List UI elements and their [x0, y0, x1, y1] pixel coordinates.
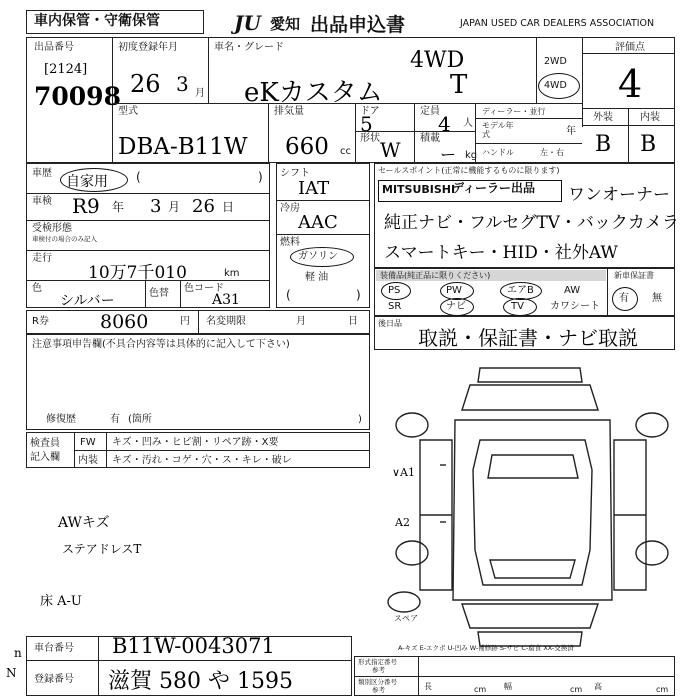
car-type-value: 自家用: [66, 174, 108, 190]
repaint-label: 色替: [149, 288, 169, 299]
shaken-era: R9: [72, 194, 100, 218]
inspector-label-1: 検査員: [30, 438, 60, 449]
first-reg-label: 初度登録年月: [118, 42, 178, 53]
after-sale-value: 取説・保証書・ナビ取説: [418, 326, 638, 350]
fuel-label: 燃料: [280, 237, 300, 248]
org-name: 愛知: [270, 15, 301, 33]
dealer-label: ディーラー・並行: [482, 107, 546, 116]
recycle-value: 8060: [100, 311, 149, 333]
length-unit: cm: [474, 685, 487, 694]
capacity-unit: 人: [463, 118, 473, 129]
doors-value: 5: [360, 112, 373, 136]
warranty-yes: 有: [619, 293, 629, 304]
sales-line1-extra: ワンオーナー: [568, 185, 670, 205]
equip-aw: AW: [564, 285, 581, 296]
inspector-int-label: 内装: [78, 455, 98, 466]
name-change-month: 月: [296, 316, 306, 327]
load-value: ー: [440, 145, 457, 164]
reg-year: 26: [130, 70, 161, 98]
inspector-label-2: 記入欄: [30, 452, 60, 463]
model-label: 型式: [118, 106, 138, 117]
form-title: 出品申込書: [310, 14, 406, 36]
shaken-label: 車検: [32, 196, 52, 207]
dealer-text: ディーラー出品: [452, 181, 536, 195]
car-type-label: 車歴: [32, 168, 52, 179]
plate-label: 登録番号: [34, 674, 74, 685]
class-label: 類別区分番号: [358, 678, 397, 686]
score-label: 評価点: [615, 42, 645, 53]
displacement-unit: cc: [340, 146, 351, 157]
capacity-label: 定員: [420, 106, 440, 117]
warranty-no: 無: [652, 293, 662, 304]
capacity-value: 4: [438, 112, 451, 136]
plate-value: 滋賀 580 や 1595: [108, 669, 293, 694]
chassis-label: 車台番号: [34, 643, 74, 654]
equipment-label: 装備品(純正品に限りください): [380, 271, 491, 280]
damage-mark-a2: A2: [395, 516, 410, 529]
shape-label: 形状: [360, 133, 380, 144]
class-ref-label: 参考: [372, 686, 385, 694]
repair-yes: 有: [110, 414, 120, 425]
shape-value: W: [380, 138, 401, 162]
recycle-unit: 円: [180, 316, 190, 327]
fuel-paren-open: (: [286, 288, 291, 302]
shift-label: シフト: [280, 168, 310, 179]
color-label: 色: [32, 283, 42, 294]
association-name: JAPAN USED CAR DEALERS ASSOCIATION: [460, 18, 655, 29]
handle-label: ハンドル: [482, 148, 514, 157]
height-label: 高: [594, 682, 602, 691]
shaken-day-unit: 日: [222, 200, 235, 214]
equip-navi: ナビ: [446, 301, 466, 312]
mileage-value: 10万7千010: [88, 263, 187, 283]
new-warranty-label: 新車保証書: [614, 271, 654, 280]
color-value: シルバー: [60, 293, 115, 309]
model-value: DBA-B11W: [118, 134, 248, 160]
side-mark-2: N: [6, 666, 17, 680]
score-int-label: 内装: [640, 112, 660, 123]
car-type-paren-close: ): [258, 170, 263, 184]
dims-label: 形式指定番号: [358, 658, 397, 666]
chassis-value: B11W-0043071: [112, 634, 275, 658]
length-label: 長: [424, 682, 432, 691]
inspector-int-items: キズ・汚れ・コゲ・穴・ス・キレ・破レ: [112, 455, 292, 466]
fuel-diesel: 軽 油: [305, 272, 329, 283]
equip-tv: TV: [511, 301, 524, 312]
equip-sr: SR: [388, 301, 402, 312]
reg-month-unit: 月: [195, 88, 205, 99]
shaken-year-unit: 年: [112, 200, 125, 214]
equip-pw: PW: [446, 285, 462, 296]
dims-ref-label: 参考: [372, 666, 385, 674]
width-label: 幅: [504, 682, 512, 691]
displacement-value: 660: [285, 134, 329, 160]
ac-value: AAC: [298, 212, 338, 233]
reg-month: 3: [176, 72, 189, 96]
repair-close: ): [358, 414, 362, 425]
drive-4wd: 4WD: [544, 80, 567, 91]
recycle-label: R券: [32, 316, 49, 327]
score-ext-label: 外装: [593, 112, 613, 123]
name-change-day: 日: [348, 316, 358, 327]
color-code-value: A31: [212, 292, 240, 308]
doors-label: ドア: [360, 106, 380, 117]
damage-legend: A-キズ E-エクボ U-凹み W-補修跡 S-サビ C-腐食 XX-交換済: [398, 644, 574, 652]
storage-stamp: 車内保管・守衛保管: [34, 13, 160, 29]
inspector-fw-label: FW: [80, 437, 96, 448]
color-code-label: 色コード: [184, 283, 224, 294]
shift-value: IAT: [298, 178, 330, 199]
note-line-2: ステアドレスT: [62, 542, 142, 556]
after-sale-label: 後日品: [378, 319, 402, 328]
acceptance-label: 受検形態: [32, 223, 72, 234]
fuel-paren-close: ): [356, 288, 361, 302]
shaken-month: 3: [150, 196, 162, 217]
fuel-gasoline: ガソリン: [298, 251, 338, 262]
shaken-day: 26: [192, 196, 215, 217]
equip-ps: PS: [388, 285, 401, 296]
car-grade: T: [450, 70, 468, 100]
side-mark-1: n: [14, 646, 22, 660]
displacement-label: 排気量: [274, 106, 304, 117]
mileage-unit: km: [224, 268, 240, 279]
notes-label: 注意事項申告欄(不具合内容等は具体的に記入して下さい): [32, 339, 290, 350]
model-year-label: モデル年式: [482, 121, 514, 139]
lot-label: 出品番号: [34, 42, 74, 53]
ju-logo: JU: [234, 11, 261, 35]
score-value: 4: [618, 62, 643, 106]
acceptance-note: 車検付の場合のみ記入: [32, 235, 97, 243]
car-name: eKカスタム: [244, 78, 383, 108]
score-ext-value: B: [595, 132, 612, 157]
repair-part: (箇所: [128, 414, 152, 425]
inspector-fw-items: キズ・凹み・ヒビ割・リペア跡・X要: [112, 437, 279, 448]
load-label: 積載: [420, 133, 440, 144]
spare-label: スペア: [394, 614, 418, 623]
car-type-paren-open: (: [136, 170, 141, 184]
note-line-1: AWキズ: [58, 515, 110, 531]
drive-handwritten: 4WD: [410, 48, 465, 73]
load-unit: kg: [465, 150, 478, 161]
sales-line2: 純正ナビ・フルセグTV・バックカメラ: [384, 213, 679, 233]
score-int-value: B: [640, 132, 657, 157]
dealer-brand: MITSUBISHI: [382, 183, 456, 196]
sales-points-label: セールスポイント(正常に機能するものに限ります): [378, 166, 560, 175]
equip-aw-sheet: カワシート: [550, 301, 600, 312]
car-name-label: 車名・グレード: [214, 42, 284, 53]
handle-options: 左・右: [540, 148, 564, 157]
mileage-label: 走行: [32, 253, 52, 264]
shaken-month-unit: 月: [168, 200, 181, 214]
model-year-unit: 年: [566, 126, 576, 137]
note-line-3: 床 A-U: [40, 594, 82, 609]
damage-mark-a1: ∨A1: [392, 466, 415, 479]
equip-ac: エアB: [507, 285, 534, 296]
ac-label: 冷房: [280, 203, 300, 214]
name-change-label: 名変期限: [206, 316, 246, 327]
lot-sub-number: [2124]: [44, 62, 88, 77]
height-unit: cm: [656, 685, 669, 694]
drive-2wd: 2WD: [544, 56, 567, 67]
repair-history-label: 修復歴: [46, 414, 76, 425]
sales-line3: スマートキー・HID・社外AW: [384, 243, 618, 263]
lot-number: 70098: [34, 82, 121, 111]
width-unit: cm: [570, 685, 583, 694]
